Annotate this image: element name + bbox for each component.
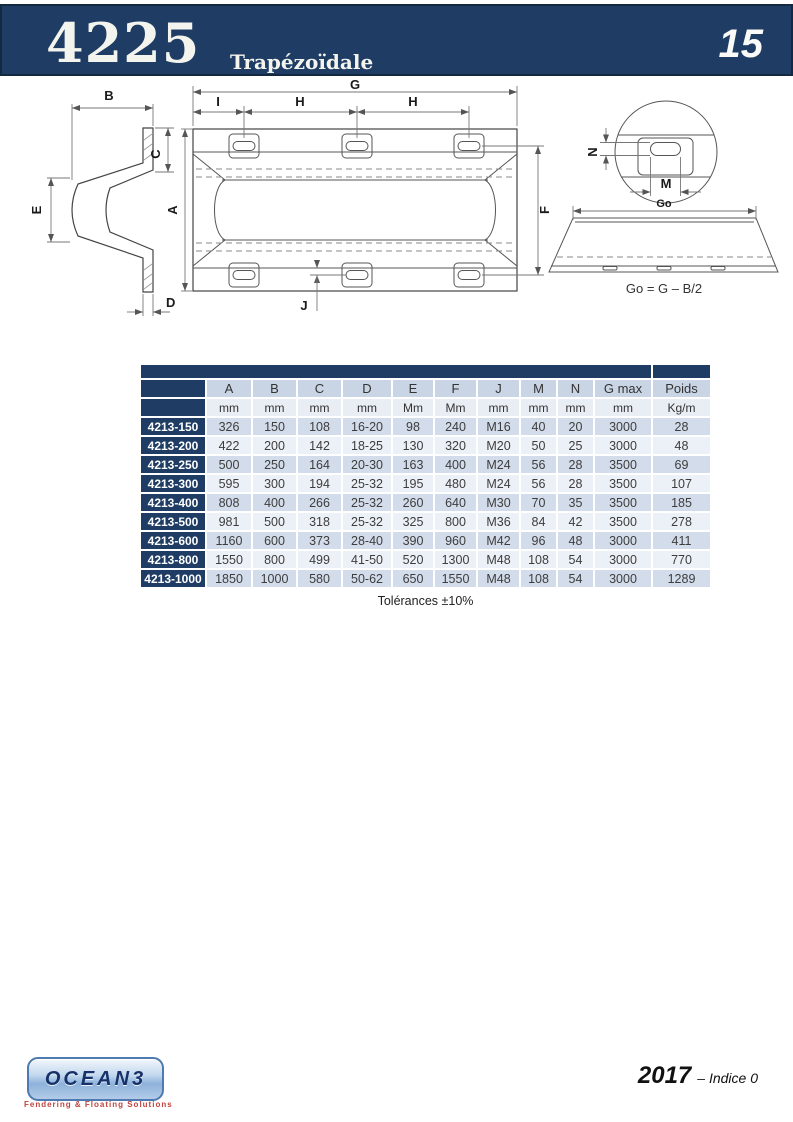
table-cell: 185 <box>653 494 710 511</box>
table-cell: 3000 <box>595 418 651 435</box>
table-cell: M30 <box>478 494 519 511</box>
table-cell: M48 <box>478 551 519 568</box>
table-cell: 1550 <box>207 551 251 568</box>
table-cell: 500 <box>253 513 296 530</box>
row-header: 4213-600 <box>141 532 205 549</box>
table-cell: 278 <box>653 513 710 530</box>
table-cell: 650 <box>393 570 433 587</box>
edition-info <box>638 1062 758 1090</box>
table-row <box>141 418 710 435</box>
table-cell: 28-40 <box>343 532 391 549</box>
table-cell: 480 <box>435 475 476 492</box>
unit-cell: Mm <box>393 399 433 416</box>
table-cell: 35 <box>558 494 593 511</box>
table-cell: 20-30 <box>343 456 391 473</box>
table-row <box>141 456 710 473</box>
table-cell: 800 <box>435 513 476 530</box>
table-cell: 200 <box>253 437 296 454</box>
table-cell: 84 <box>521 513 556 530</box>
table-cell: 600 <box>253 532 296 549</box>
table-cell: 595 <box>207 475 251 492</box>
row-header: 4213-150 <box>141 418 205 435</box>
table-cell: 3000 <box>595 551 651 568</box>
profile-view <box>549 198 778 296</box>
unit-cell: mm <box>521 399 556 416</box>
table-cell: 40 <box>521 418 556 435</box>
unit-cell: Mm <box>435 399 476 416</box>
table-cell: 1160 <box>207 532 251 549</box>
page-header <box>0 4 793 76</box>
table-cell: 150 <box>253 418 296 435</box>
table-cell: 580 <box>298 570 341 587</box>
dimension-label-i: I <box>216 94 220 109</box>
table-cell: M20 <box>478 437 519 454</box>
unit-cell: mm <box>595 399 651 416</box>
table-cell: 54 <box>558 551 593 568</box>
table-cell: 3000 <box>595 437 651 454</box>
cross-section-view <box>29 88 175 316</box>
table-cell: 981 <box>207 513 251 530</box>
dimension-label-e: E <box>29 205 44 215</box>
table-cell: 25-32 <box>343 513 391 530</box>
column-header: A <box>207 380 251 397</box>
column-header: F <box>435 380 476 397</box>
table-cell: 48 <box>558 532 593 549</box>
table-cell: 164 <box>298 456 341 473</box>
dimension-label-c: C <box>148 149 163 159</box>
table-cell: M42 <box>478 532 519 549</box>
table-cell: 520 <box>393 551 433 568</box>
unit-cell: mm <box>253 399 296 416</box>
table-cell: 50 <box>521 437 556 454</box>
row-header: 4213-1000 <box>141 570 205 587</box>
dimension-label-a: A <box>165 205 180 215</box>
table-cell: 1000 <box>253 570 296 587</box>
table-cell: 28 <box>653 418 710 435</box>
table-cell: 800 <box>253 551 296 568</box>
table-cell: 250 <box>253 456 296 473</box>
column-header: G max <box>595 380 651 397</box>
table-units-row <box>141 399 710 416</box>
row-header: 4213-800 <box>141 551 205 568</box>
tolerance-note: Tolérances ±10% <box>377 594 474 608</box>
column-header: Poids <box>653 380 710 397</box>
table-cell: 300 <box>253 475 296 492</box>
table-cell: 28 <box>558 456 593 473</box>
table-cell: 260 <box>393 494 433 511</box>
edition-year: 2017 <box>637 1062 692 1089</box>
table-cell: 390 <box>393 532 433 549</box>
table-cell: 70 <box>521 494 556 511</box>
table-cell: 770 <box>653 551 710 568</box>
table-cell: 130 <box>393 437 433 454</box>
table-cell: 54 <box>558 570 593 587</box>
table-row <box>141 570 710 587</box>
row-header: 4213-250 <box>141 456 205 473</box>
table-cell: 56 <box>521 456 556 473</box>
table-band-cell <box>653 365 710 378</box>
table-band-row <box>141 365 710 378</box>
table-cell: 3500 <box>595 456 651 473</box>
table-cell: M24 <box>478 475 519 492</box>
table-cell: 1300 <box>435 551 476 568</box>
table-cell: 320 <box>435 437 476 454</box>
plan-view <box>165 80 552 313</box>
dimension-label-m: M <box>660 176 672 191</box>
table-cell: M36 <box>478 513 519 530</box>
dimension-label-f: F <box>537 206 552 214</box>
table-corner-cell <box>141 380 205 397</box>
table-cell: M24 <box>478 456 519 473</box>
table-cell: 411 <box>653 532 710 549</box>
dimension-label-b: B <box>104 88 114 103</box>
table-row <box>141 532 710 549</box>
table-row <box>141 437 710 454</box>
table-row <box>141 475 710 492</box>
table-cell: 3000 <box>595 570 651 587</box>
table-cell: 56 <box>521 475 556 492</box>
table-cell: 400 <box>253 494 296 511</box>
table-cell: 960 <box>435 532 476 549</box>
table-cell: 25-32 <box>343 494 391 511</box>
column-header: N <box>558 380 593 397</box>
unit-cell: mm <box>558 399 593 416</box>
product-name: Trapézoïdale <box>230 50 374 74</box>
table-cell: 422 <box>207 437 251 454</box>
table-cell: 50-62 <box>343 570 391 587</box>
table-cell: 3500 <box>595 475 651 492</box>
table-cell: M48 <box>478 570 519 587</box>
column-header: M <box>521 380 556 397</box>
table-band-cell <box>141 365 651 378</box>
column-header: C <box>298 380 341 397</box>
unit-cell: Kg/m <box>653 399 710 416</box>
table-header-row <box>141 380 710 397</box>
table-cell: 96 <box>521 532 556 549</box>
table-row <box>141 494 710 511</box>
table-cell: 3000 <box>595 532 651 549</box>
table-cell: 500 <box>207 456 251 473</box>
unit-cell: mm <box>298 399 341 416</box>
table-cell: M16 <box>478 418 519 435</box>
table-cell: 163 <box>393 456 433 473</box>
table-cell: 1550 <box>435 570 476 587</box>
table-cell: 25 <box>558 437 593 454</box>
go-formula: Go = G – B/2 <box>625 281 703 296</box>
table-cell: 326 <box>207 418 251 435</box>
table-corner-cell <box>141 399 205 416</box>
product-code: 4225 <box>46 11 201 75</box>
table-cell: 318 <box>298 513 341 530</box>
dimension-label-j: J <box>300 298 308 313</box>
column-header: B <box>253 380 296 397</box>
unit-cell: mm <box>343 399 391 416</box>
row-header: 4213-500 <box>141 513 205 530</box>
table-cell: 107 <box>653 475 710 492</box>
table-cell: 20 <box>558 418 593 435</box>
row-header: 4213-400 <box>141 494 205 511</box>
edition-indice: – Indice 0 <box>697 1070 758 1086</box>
dimension-label-g: G <box>349 80 361 92</box>
detail-view <box>585 101 717 203</box>
table-cell: 28 <box>558 475 593 492</box>
spec-table <box>139 363 712 589</box>
unit-cell: mm <box>207 399 251 416</box>
table-cell: 1850 <box>207 570 251 587</box>
unit-cell: mm <box>478 399 519 416</box>
table-cell: 1289 <box>653 570 710 587</box>
table-cell: 400 <box>435 456 476 473</box>
row-header: 4213-200 <box>141 437 205 454</box>
row-header: 4213-300 <box>141 475 205 492</box>
table-cell: 325 <box>393 513 433 530</box>
table-cell: 499 <box>298 551 341 568</box>
table-cell: 108 <box>298 418 341 435</box>
dimension-label-h1: H <box>295 94 305 109</box>
table-cell: 142 <box>298 437 341 454</box>
table-cell: 48 <box>653 437 710 454</box>
table-cell: 42 <box>558 513 593 530</box>
table-cell: 98 <box>393 418 433 435</box>
table-cell: 108 <box>521 551 556 568</box>
table-cell: 373 <box>298 532 341 549</box>
table-cell: 18-25 <box>343 437 391 454</box>
column-header: J <box>478 380 519 397</box>
dimension-label-d: D <box>166 295 176 310</box>
logo-text: OCEAN3 <box>44 1067 147 1090</box>
table-cell: 640 <box>435 494 476 511</box>
table-cell: 69 <box>653 456 710 473</box>
table-cell: 108 <box>521 570 556 587</box>
table-cell: 3500 <box>595 513 651 530</box>
column-header: E <box>393 380 433 397</box>
page-number: 15 <box>718 22 763 66</box>
table-row <box>141 551 710 568</box>
company-logo <box>27 1057 164 1101</box>
dimension-label-n: N <box>585 147 600 157</box>
column-header: D <box>343 380 391 397</box>
table-row <box>141 513 710 530</box>
table-cell: 240 <box>435 418 476 435</box>
table-cell: 266 <box>298 494 341 511</box>
table-cell: 808 <box>207 494 251 511</box>
table-cell: 3500 <box>595 494 651 511</box>
technical-drawing <box>0 80 793 340</box>
dimension-label-h2: H <box>408 94 418 109</box>
table-cell: 194 <box>298 475 341 492</box>
logo-tagline: Fendering & Floating Solutions <box>24 1100 173 1109</box>
table-cell: 41-50 <box>343 551 391 568</box>
dimension-label-go: Go <box>656 198 672 210</box>
table-cell: 16-20 <box>343 418 391 435</box>
table-cell: 25-32 <box>343 475 391 492</box>
table-cell: 195 <box>393 475 433 492</box>
